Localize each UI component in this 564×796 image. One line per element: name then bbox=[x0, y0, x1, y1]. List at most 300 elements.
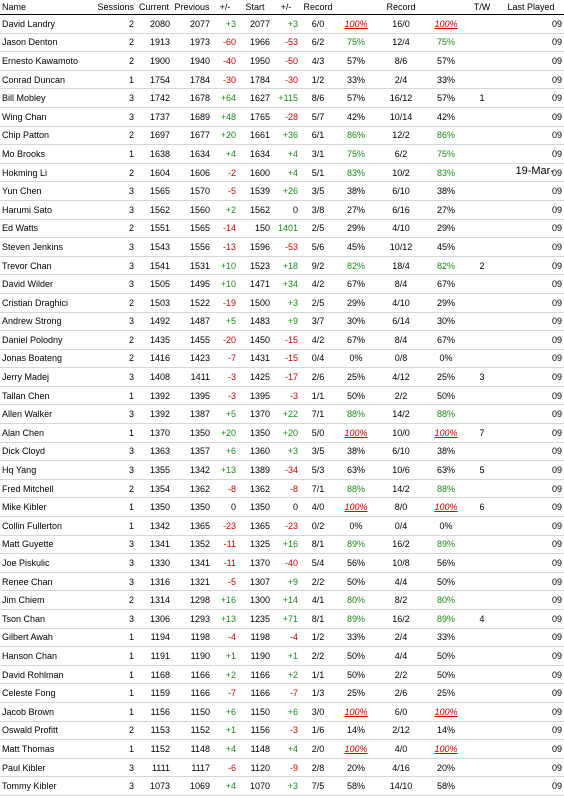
cell-name: Cristian Draghici bbox=[0, 293, 92, 312]
cell-start: 2077 bbox=[238, 15, 272, 34]
cell-record-games: 16/0 bbox=[376, 15, 426, 34]
cell-sessions: 2 bbox=[92, 126, 136, 145]
cell-tw: 5 bbox=[466, 461, 498, 480]
cell-record-games: 6/2 bbox=[376, 145, 426, 164]
cell-record: 6/2 bbox=[300, 33, 336, 52]
cell-current: 1697 bbox=[136, 126, 172, 145]
cell-tw bbox=[466, 535, 498, 554]
cell-start: 1784 bbox=[238, 70, 272, 89]
cell-record-games: 12/4 bbox=[376, 33, 426, 52]
cell-current: 1408 bbox=[136, 368, 172, 387]
cell-previous: 1148 bbox=[172, 740, 212, 759]
cell-record-games: 4/4 bbox=[376, 647, 426, 666]
cell-change-previous: -7 bbox=[212, 684, 238, 703]
cell-last-played: 09 bbox=[498, 647, 564, 666]
cell-record-games: 4/12 bbox=[376, 368, 426, 387]
table-row bbox=[0, 293, 564, 312]
cell-last-played: 19-Mar- 09 bbox=[498, 163, 564, 182]
cell-change-start: -3 bbox=[272, 721, 300, 740]
cell-start: 1300 bbox=[238, 591, 272, 610]
cell-record-games: 2/12 bbox=[376, 721, 426, 740]
header-record: Record bbox=[300, 0, 336, 15]
cell-change-previous: -20 bbox=[212, 331, 238, 350]
cell-games-percent: 58% bbox=[426, 777, 466, 796]
cell-start: 1562 bbox=[238, 200, 272, 219]
cell-last-played: 09 bbox=[498, 312, 564, 331]
cell-change-start: +115 bbox=[272, 89, 300, 108]
cell-previous: 1190 bbox=[172, 647, 212, 666]
cell-name: Jim Chiem bbox=[0, 591, 92, 610]
cell-previous: 1152 bbox=[172, 721, 212, 740]
cell-change-start: +9 bbox=[272, 572, 300, 591]
cell-name: Paul Kibler bbox=[0, 758, 92, 777]
cell-name: Mo Brooks bbox=[0, 145, 92, 164]
cell-record-percent: 100% bbox=[336, 15, 376, 34]
cell-start: 1166 bbox=[238, 665, 272, 684]
cell-record: 3/5 bbox=[300, 182, 336, 201]
cell-sessions: 3 bbox=[92, 610, 136, 629]
cell-record: 5/0 bbox=[300, 424, 336, 443]
cell-record-percent: 63% bbox=[336, 461, 376, 480]
cell-games-percent: 67% bbox=[426, 275, 466, 294]
cell-record-games: 2/6 bbox=[376, 684, 426, 703]
cell-record: 5/1 bbox=[300, 163, 336, 182]
cell-name: Chip Patton bbox=[0, 126, 92, 145]
cell-change-previous: -11 bbox=[212, 554, 238, 573]
cell-previous: 1411 bbox=[172, 368, 212, 387]
cell-current: 1604 bbox=[136, 163, 172, 182]
cell-record-games: 0/4 bbox=[376, 517, 426, 536]
cell-record: 3/0 bbox=[300, 702, 336, 721]
cell-change-start: -40 bbox=[272, 554, 300, 573]
cell-games-percent: 100% bbox=[426, 424, 466, 443]
cell-sessions: 2 bbox=[92, 163, 136, 182]
cell-sessions: 2 bbox=[92, 349, 136, 368]
cell-start: 1350 bbox=[238, 424, 272, 443]
cell-tw bbox=[466, 275, 498, 294]
cell-record-games: 6/10 bbox=[376, 442, 426, 461]
cell-last-played: 09 bbox=[498, 33, 564, 52]
cell-name: Alan Chen bbox=[0, 424, 92, 443]
cell-change-previous: +6 bbox=[212, 702, 238, 721]
cell-record-percent: 57% bbox=[336, 52, 376, 71]
cell-games-percent: 42% bbox=[426, 107, 466, 126]
cell-name: Ed Watts bbox=[0, 219, 92, 238]
cell-record-games: 14/2 bbox=[376, 479, 426, 498]
table-row bbox=[0, 628, 564, 647]
cell-previous: 1487 bbox=[172, 312, 212, 331]
cell-games-percent: 38% bbox=[426, 442, 466, 461]
cell-games-percent: 75% bbox=[426, 33, 466, 52]
cell-current: 1370 bbox=[136, 424, 172, 443]
cell-current: 1159 bbox=[136, 684, 172, 703]
cell-start: 1370 bbox=[238, 554, 272, 573]
cell-record: 1/1 bbox=[300, 386, 336, 405]
cell-tw bbox=[466, 200, 498, 219]
cell-record: 6/1 bbox=[300, 126, 336, 145]
cell-change-start: -50 bbox=[272, 52, 300, 71]
cell-games-percent: 100% bbox=[426, 702, 466, 721]
cell-record-percent: 100% bbox=[336, 740, 376, 759]
cell-record: 1/2 bbox=[300, 628, 336, 647]
cell-record-games: 4/10 bbox=[376, 219, 426, 238]
cell-previous: 1387 bbox=[172, 405, 212, 424]
header-tw: T/W bbox=[466, 0, 498, 15]
cell-change-previous: -19 bbox=[212, 293, 238, 312]
table-row bbox=[0, 275, 564, 294]
cell-tw bbox=[466, 572, 498, 591]
cell-record-percent: 88% bbox=[336, 405, 376, 424]
cell-record-percent: 0% bbox=[336, 517, 376, 536]
cell-current: 1111 bbox=[136, 758, 172, 777]
cell-games-percent: 33% bbox=[426, 628, 466, 647]
cell-record: 8/1 bbox=[300, 535, 336, 554]
cell-sessions: 3 bbox=[92, 107, 136, 126]
cell-current: 1355 bbox=[136, 461, 172, 480]
cell-last-played: 09 bbox=[498, 219, 564, 238]
cell-record-percent: 33% bbox=[336, 628, 376, 647]
cell-sessions: 2 bbox=[92, 331, 136, 350]
cell-record-games: 10/6 bbox=[376, 461, 426, 480]
cell-start: 1765 bbox=[238, 107, 272, 126]
cell-record-percent: 67% bbox=[336, 275, 376, 294]
cell-record-games: 16/2 bbox=[376, 535, 426, 554]
cell-previous: 1069 bbox=[172, 777, 212, 796]
cell-previous: 1198 bbox=[172, 628, 212, 647]
cell-sessions: 2 bbox=[92, 219, 136, 238]
table-row bbox=[0, 312, 564, 331]
cell-name: Bill Mobley bbox=[0, 89, 92, 108]
cell-start: 1395 bbox=[238, 386, 272, 405]
cell-record-percent: 29% bbox=[336, 293, 376, 312]
cell-name: Yun Chen bbox=[0, 182, 92, 201]
cell-change-start: -53 bbox=[272, 238, 300, 257]
cell-record-games: 6/10 bbox=[376, 182, 426, 201]
cell-current: 1194 bbox=[136, 628, 172, 647]
cell-previous: 1350 bbox=[172, 424, 212, 443]
cell-name: David Rohlman bbox=[0, 665, 92, 684]
cell-sessions: 3 bbox=[92, 312, 136, 331]
cell-tw bbox=[466, 70, 498, 89]
cell-record-percent: 20% bbox=[336, 758, 376, 777]
cell-change-start: +34 bbox=[272, 275, 300, 294]
cell-record: 1/3 bbox=[300, 684, 336, 703]
table-row bbox=[0, 740, 564, 759]
cell-change-previous: +20 bbox=[212, 424, 238, 443]
table-row bbox=[0, 610, 564, 629]
cell-last-played: 09 bbox=[498, 702, 564, 721]
cell-change-previous: +3 bbox=[212, 15, 238, 34]
cell-change-start: +4 bbox=[272, 163, 300, 182]
cell-current: 1638 bbox=[136, 145, 172, 164]
cell-last-played: 09 bbox=[498, 572, 564, 591]
cell-name: David Wilder bbox=[0, 275, 92, 294]
table-row bbox=[0, 647, 564, 666]
cell-games-percent: 0% bbox=[426, 517, 466, 536]
header-change-start: +/- bbox=[272, 0, 300, 15]
cell-tw bbox=[466, 33, 498, 52]
cell-name: Mike Kibler bbox=[0, 498, 92, 517]
cell-name: Celeste Fong bbox=[0, 684, 92, 703]
table-row bbox=[0, 15, 564, 34]
cell-record-games: 18/4 bbox=[376, 256, 426, 275]
cell-change-start: -4 bbox=[272, 628, 300, 647]
cell-start: 1156 bbox=[238, 721, 272, 740]
cell-tw: 7 bbox=[466, 424, 498, 443]
table-row bbox=[0, 219, 564, 238]
cell-change-start: +3 bbox=[272, 777, 300, 796]
cell-last-played: 09 bbox=[498, 405, 564, 424]
cell-change-start: +18 bbox=[272, 256, 300, 275]
cell-sessions: 2 bbox=[92, 479, 136, 498]
cell-change-previous: -13 bbox=[212, 238, 238, 257]
cell-record-percent: 50% bbox=[336, 386, 376, 405]
cell-games-percent: 88% bbox=[426, 479, 466, 498]
cell-previous: 1973 bbox=[172, 33, 212, 52]
cell-previous: 1634 bbox=[172, 145, 212, 164]
cell-record-percent: 33% bbox=[336, 70, 376, 89]
cell-start: 1148 bbox=[238, 740, 272, 759]
cell-change-previous: -3 bbox=[212, 386, 238, 405]
cell-current: 1342 bbox=[136, 517, 172, 536]
cell-tw bbox=[466, 628, 498, 647]
cell-change-start: 1401 bbox=[272, 219, 300, 238]
cell-name: Andrew Strong bbox=[0, 312, 92, 331]
cell-change-previous: +2 bbox=[212, 200, 238, 219]
cell-tw bbox=[466, 758, 498, 777]
cell-change-previous: +16 bbox=[212, 591, 238, 610]
cell-tw bbox=[466, 312, 498, 331]
cell-record-games: 10/14 bbox=[376, 107, 426, 126]
cell-games-percent: 89% bbox=[426, 535, 466, 554]
cell-change-start: +22 bbox=[272, 405, 300, 424]
cell-current: 1314 bbox=[136, 591, 172, 610]
cell-games-percent: 25% bbox=[426, 368, 466, 387]
table-row bbox=[0, 33, 564, 52]
cell-last-played: 09 bbox=[498, 498, 564, 517]
header-previous: Previous bbox=[172, 0, 212, 15]
cell-change-previous: -40 bbox=[212, 52, 238, 71]
cell-record-games: 4/0 bbox=[376, 740, 426, 759]
cell-current: 1341 bbox=[136, 535, 172, 554]
cell-change-previous: -14 bbox=[212, 219, 238, 238]
table-row bbox=[0, 386, 564, 405]
cell-record-games: 16/12 bbox=[376, 89, 426, 108]
cell-record: 3/8 bbox=[300, 200, 336, 219]
cell-record: 1/2 bbox=[300, 70, 336, 89]
cell-change-previous: -30 bbox=[212, 70, 238, 89]
cell-record-games: 8/2 bbox=[376, 591, 426, 610]
cell-change-start: -15 bbox=[272, 331, 300, 350]
cell-tw bbox=[466, 386, 498, 405]
cell-tw: 4 bbox=[466, 610, 498, 629]
cell-record-games: 10/8 bbox=[376, 554, 426, 573]
cell-record: 0/2 bbox=[300, 517, 336, 536]
cell-sessions: 3 bbox=[92, 238, 136, 257]
cell-start: 1425 bbox=[238, 368, 272, 387]
cell-record-percent: 38% bbox=[336, 442, 376, 461]
cell-record: 4/3 bbox=[300, 52, 336, 71]
cell-start: 1235 bbox=[238, 610, 272, 629]
cell-record-percent: 100% bbox=[336, 424, 376, 443]
cell-record-games: 2/2 bbox=[376, 386, 426, 405]
cell-games-percent: 83% bbox=[426, 163, 466, 182]
cell-name: Steven Jenkins bbox=[0, 238, 92, 257]
cell-name: Matt Guyette bbox=[0, 535, 92, 554]
cell-name: Jerry Madej bbox=[0, 368, 92, 387]
cell-start: 1150 bbox=[238, 702, 272, 721]
cell-games-percent: 63% bbox=[426, 461, 466, 480]
cell-last-played: 09 bbox=[498, 517, 564, 536]
cell-current: 1191 bbox=[136, 647, 172, 666]
cell-start: 1190 bbox=[238, 647, 272, 666]
cell-tw bbox=[466, 777, 498, 796]
cell-tw bbox=[466, 405, 498, 424]
cell-sessions: 1 bbox=[92, 424, 136, 443]
cell-change-previous: -5 bbox=[212, 572, 238, 591]
cell-tw: 6 bbox=[466, 498, 498, 517]
cell-current: 1316 bbox=[136, 572, 172, 591]
cell-name: Hanson Chan bbox=[0, 647, 92, 666]
cell-start: 1350 bbox=[238, 498, 272, 517]
cell-games-percent: 100% bbox=[426, 15, 466, 34]
table-row bbox=[0, 702, 564, 721]
cell-record-games: 14/10 bbox=[376, 777, 426, 796]
cell-record-games: 12/2 bbox=[376, 126, 426, 145]
cell-current: 1900 bbox=[136, 52, 172, 71]
cell-record: 2/5 bbox=[300, 293, 336, 312]
cell-sessions: 3 bbox=[92, 256, 136, 275]
cell-games-percent: 75% bbox=[426, 145, 466, 164]
cell-last-played: 09 bbox=[498, 89, 564, 108]
cell-record: 5/4 bbox=[300, 554, 336, 573]
cell-last-played: 09 bbox=[498, 52, 564, 71]
cell-change-start: -23 bbox=[272, 517, 300, 536]
cell-last-played: 09 bbox=[498, 126, 564, 145]
cell-start: 1307 bbox=[238, 572, 272, 591]
cell-sessions: 1 bbox=[92, 647, 136, 666]
header-record-games: Record bbox=[376, 0, 426, 15]
cell-change-start: +1 bbox=[272, 647, 300, 666]
cell-change-previous: +64 bbox=[212, 89, 238, 108]
cell-last-played: 09 bbox=[498, 479, 564, 498]
header-games-percent bbox=[426, 0, 466, 15]
cell-change-start: -9 bbox=[272, 758, 300, 777]
cell-tw bbox=[466, 442, 498, 461]
cell-games-percent: 80% bbox=[426, 591, 466, 610]
cell-sessions: 3 bbox=[92, 200, 136, 219]
cell-tw: 3 bbox=[466, 368, 498, 387]
cell-last-played: 09 bbox=[498, 349, 564, 368]
cell-start: 1431 bbox=[238, 349, 272, 368]
cell-previous: 1677 bbox=[172, 126, 212, 145]
cell-previous: 1522 bbox=[172, 293, 212, 312]
cell-record-percent: 82% bbox=[336, 256, 376, 275]
cell-current: 1565 bbox=[136, 182, 172, 201]
cell-record-percent: 56% bbox=[336, 554, 376, 573]
cell-games-percent: 33% bbox=[426, 70, 466, 89]
cell-last-played: 09 bbox=[498, 610, 564, 629]
cell-current: 1156 bbox=[136, 702, 172, 721]
date-note: 19-Mar- bbox=[515, 164, 554, 177]
cell-games-percent: 50% bbox=[426, 572, 466, 591]
table-row bbox=[0, 517, 564, 536]
table-row bbox=[0, 331, 564, 350]
cell-previous: 1423 bbox=[172, 349, 212, 368]
cell-tw bbox=[466, 740, 498, 759]
cell-name: Conrad Duncan bbox=[0, 70, 92, 89]
cell-change-previous: +48 bbox=[212, 107, 238, 126]
cell-start: 1070 bbox=[238, 777, 272, 796]
cell-last-played: 09 bbox=[498, 368, 564, 387]
cell-games-percent: 86% bbox=[426, 126, 466, 145]
table-row bbox=[0, 424, 564, 443]
cell-record: 6/0 bbox=[300, 15, 336, 34]
cell-record-percent: 75% bbox=[336, 145, 376, 164]
cell-previous: 1362 bbox=[172, 479, 212, 498]
cell-last-played: 09 bbox=[498, 665, 564, 684]
cell-record: 2/5 bbox=[300, 219, 336, 238]
cell-tw bbox=[466, 517, 498, 536]
cell-name: Tallan Chen bbox=[0, 386, 92, 405]
cell-name: Renee Chan bbox=[0, 572, 92, 591]
cell-games-percent: 50% bbox=[426, 665, 466, 684]
cell-name: David Landry bbox=[0, 15, 92, 34]
cell-current: 1392 bbox=[136, 386, 172, 405]
cell-record-games: 6/0 bbox=[376, 702, 426, 721]
cell-tw bbox=[466, 163, 498, 182]
cell-start: 1198 bbox=[238, 628, 272, 647]
cell-start: 1360 bbox=[238, 442, 272, 461]
cell-name: Oswald Profitt bbox=[0, 721, 92, 740]
cell-previous: 1357 bbox=[172, 442, 212, 461]
cell-last-played: 09 bbox=[498, 238, 564, 257]
cell-change-start: 0 bbox=[272, 200, 300, 219]
cell-tw bbox=[466, 591, 498, 610]
cell-start: 1500 bbox=[238, 293, 272, 312]
cell-tw bbox=[466, 238, 498, 257]
header-start: Start bbox=[238, 0, 272, 15]
cell-current: 1543 bbox=[136, 238, 172, 257]
cell-change-previous: +20 bbox=[212, 126, 238, 145]
cell-current: 1435 bbox=[136, 331, 172, 350]
cell-current: 1363 bbox=[136, 442, 172, 461]
cell-last-played: 09 bbox=[498, 331, 564, 350]
table-row bbox=[0, 498, 564, 517]
cell-change-previous: +13 bbox=[212, 610, 238, 629]
cell-record-percent: 50% bbox=[336, 647, 376, 666]
table-row bbox=[0, 126, 564, 145]
cell-record-percent: 50% bbox=[336, 665, 376, 684]
table-row bbox=[0, 591, 564, 610]
cell-record-games: 2/4 bbox=[376, 70, 426, 89]
cell-sessions: 1 bbox=[92, 665, 136, 684]
cell-sessions: 2 bbox=[92, 721, 136, 740]
cell-games-percent: 89% bbox=[426, 610, 466, 629]
cell-name: Jason Denton bbox=[0, 33, 92, 52]
cell-change-start: -15 bbox=[272, 349, 300, 368]
cell-change-start: -28 bbox=[272, 107, 300, 126]
cell-start: 1966 bbox=[238, 33, 272, 52]
cell-current: 1152 bbox=[136, 740, 172, 759]
cell-games-percent: 67% bbox=[426, 331, 466, 350]
cell-games-percent: 50% bbox=[426, 647, 466, 666]
cell-sessions: 3 bbox=[92, 535, 136, 554]
cell-sessions: 3 bbox=[92, 554, 136, 573]
cell-current: 1416 bbox=[136, 349, 172, 368]
cell-start: 1450 bbox=[238, 331, 272, 350]
cell-record: 4/2 bbox=[300, 331, 336, 350]
